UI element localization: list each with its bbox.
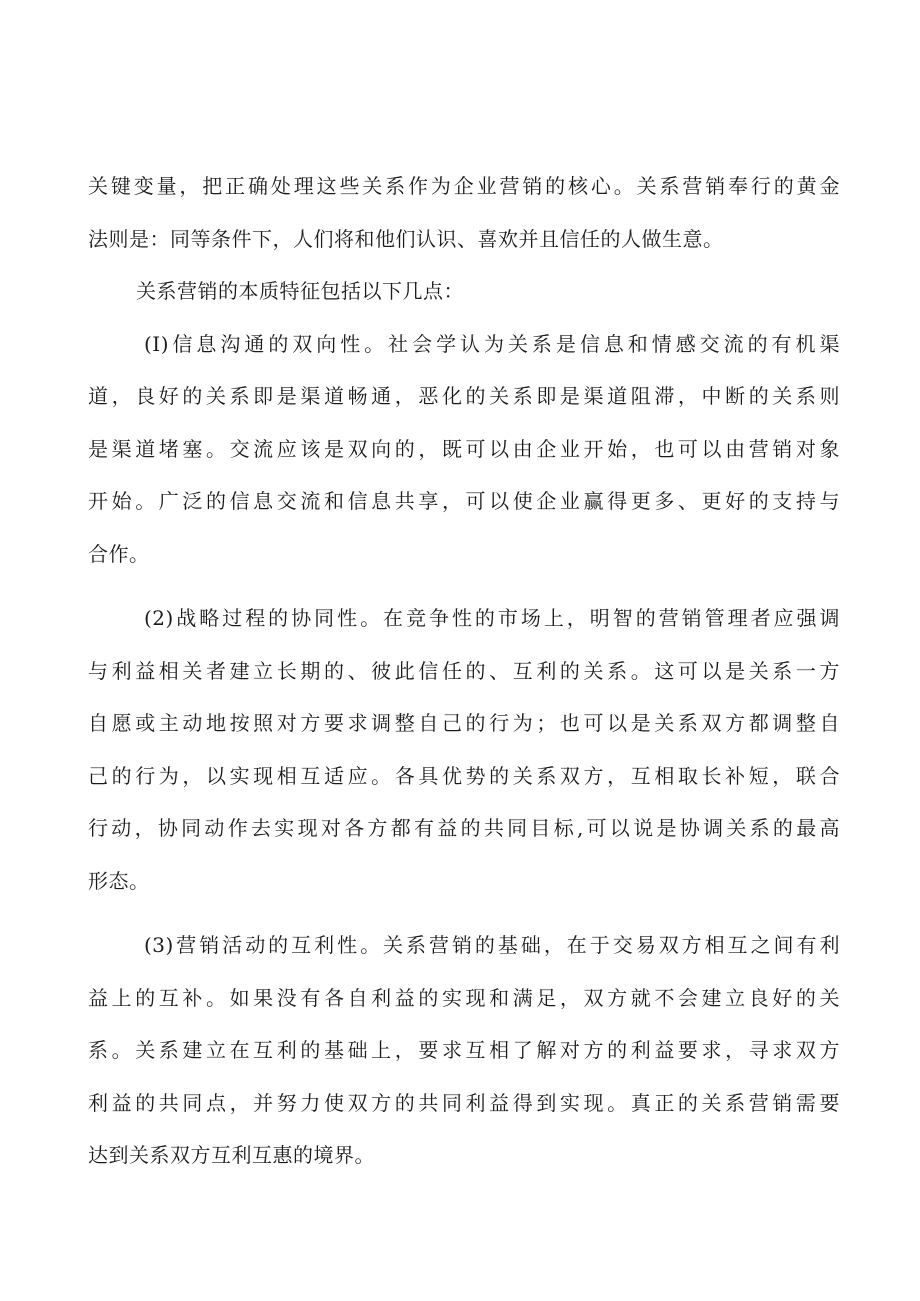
paragraph-gap (88, 913, 840, 925)
text-line: (3)营销活动的互利性。关系营销的基础，在于交易双方相互之间有利 (144, 933, 840, 957)
text-line: 法则是：同等条件下，人们将和他们认识、喜欢并且信任的人做生意。 (88, 226, 724, 251)
text-line: 己的行为，以实现相互适应。各具优势的关系双方，互相取长补短，联合 (88, 763, 840, 788)
paragraph-gap (88, 586, 840, 598)
text-line: (I)信息沟通的双向性。社会学认为关系是信息和情感交流的有机渠 (144, 331, 840, 356)
text-line: 系。关系建立在互利的基础上，要求互相了解对方的利益要求，寻求双方 (88, 1038, 840, 1062)
text-line: 益上的互补。如果没有各自利益的实现和满足，双方就不会建立良好的关 (88, 985, 840, 1010)
paragraph-intro (88, 271, 840, 324)
text-line: 形态。 (88, 868, 150, 893)
text-line: 是渠道堵塞。交流应该是双向的，既可以由企业开始，也可以由营销对象 (88, 436, 840, 461)
paragraph-continuation (88, 166, 840, 271)
text-line: 行动，协同动作去实现对各方都有益的共同目标,可以说是协调关系的最高 (88, 816, 840, 840)
text-line: 道，良好的关系即是渠道畅通，恶化的关系即是渠道阻滞，中断的关系则 (88, 384, 840, 408)
text-line: 自愿或主动地按照对方要求调整自己的行为；也可以是关系双方都调整自 (88, 711, 840, 735)
text-line: 合作。 (88, 541, 150, 566)
text-line: (2)战略过程的协同性。在竞争性的市场上，明智的营销管理者应强调 (144, 606, 840, 630)
text-line: 关系营销的本质特征包括以下几点： (136, 279, 464, 303)
paragraph-point-2 (88, 598, 840, 913)
document-body (88, 166, 840, 1188)
text-line: 关键变量，把正确处理这些关系作为企业营销的核心。关系营销奉行的黄金 (88, 174, 840, 198)
paragraph-point-3 (88, 925, 840, 1188)
text-line: 开始。广泛的信息交流和信息共享，可以使企业赢得更多、更好的支持与 (88, 489, 840, 513)
paragraph-point-1 (88, 324, 840, 587)
text-line: 与利益相关者建立长期的、彼此信任的、互利的关系。这可以是关系一方 (88, 658, 840, 683)
text-line: 达到关系双方互利互惠的境界。 (88, 1143, 375, 1167)
text-line: 利益的共同点，并努力使双方的共同利益得到实现。真正的关系营销需要 (88, 1090, 840, 1115)
